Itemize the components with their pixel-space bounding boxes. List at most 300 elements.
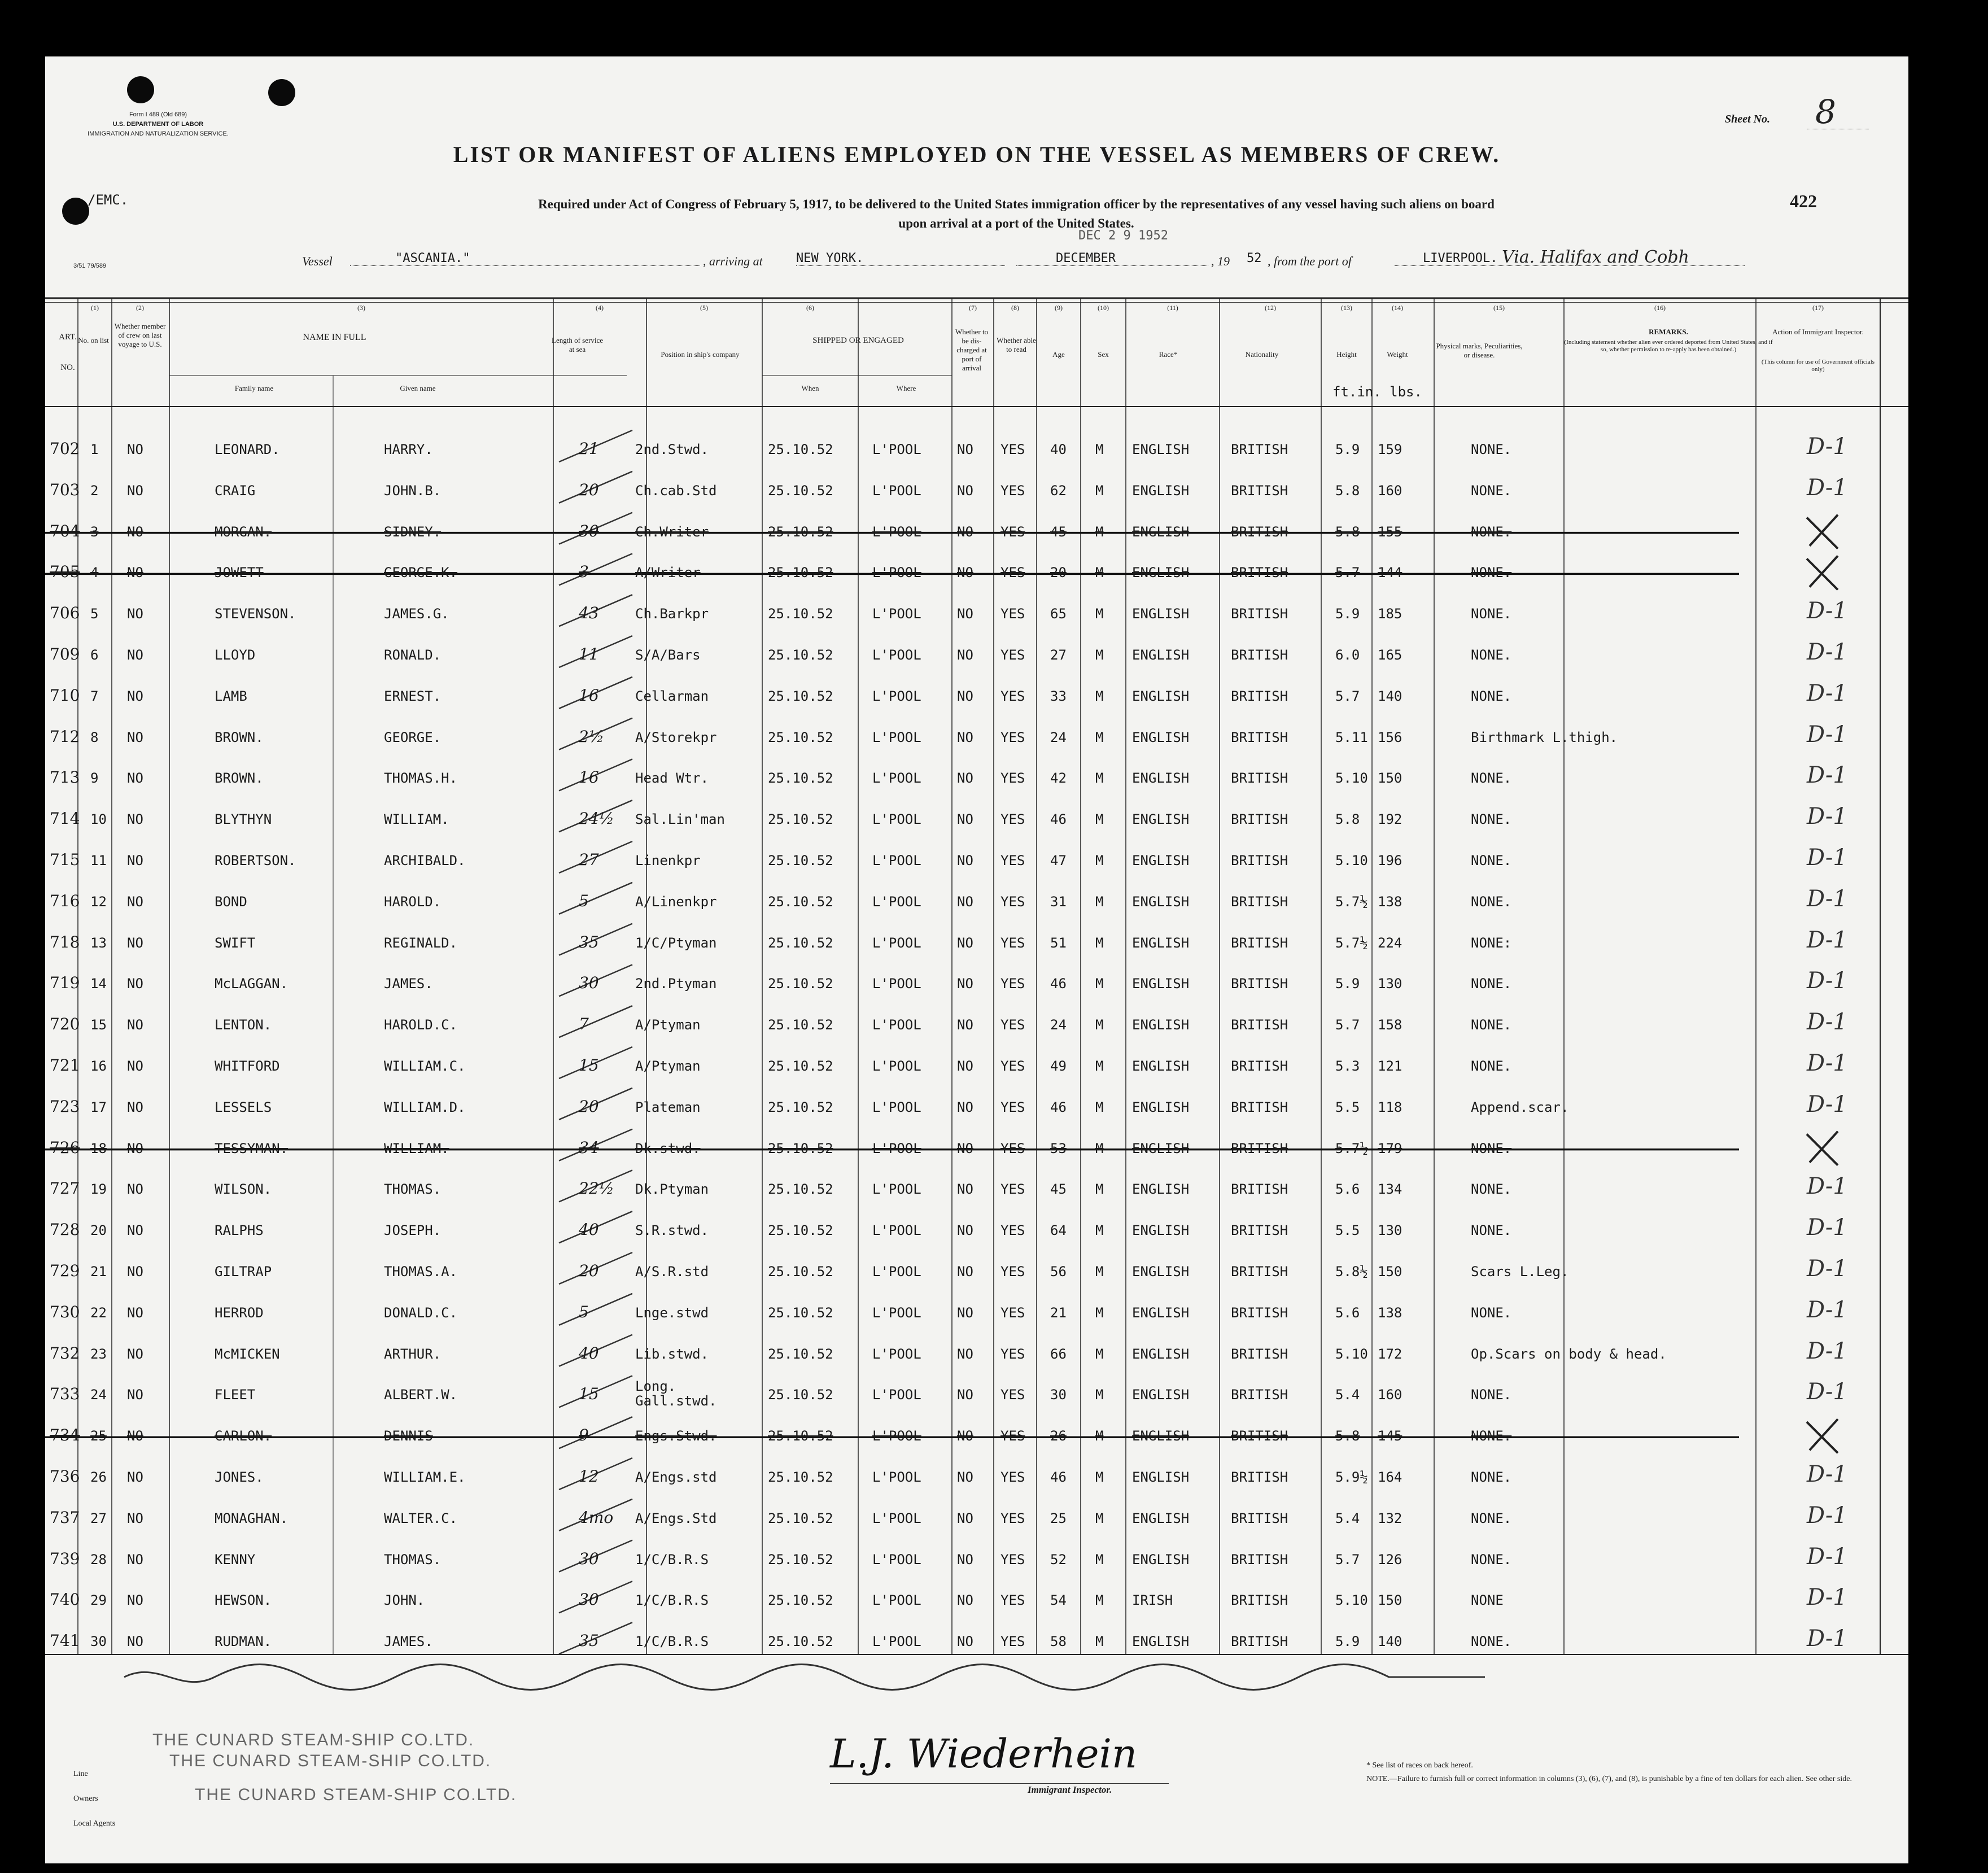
cell-height: 5.8 bbox=[1335, 1428, 1360, 1444]
cell-inspector-action: D-1 bbox=[1807, 804, 1847, 830]
arrival-year: 52 bbox=[1247, 251, 1262, 265]
cell-art-number: 714 bbox=[50, 809, 80, 828]
cell-shipped-place: L'POOL bbox=[872, 565, 921, 581]
cell-sex: M bbox=[1095, 1469, 1104, 1485]
cell-sex: M bbox=[1095, 1223, 1104, 1239]
cell-shipped-place: L'POOL bbox=[872, 1140, 921, 1156]
cell-physical-marks: Birthmark L.thigh. bbox=[1471, 729, 1618, 745]
cell-art-number: 740 bbox=[50, 1590, 80, 1609]
cell-position: Ch.cab.Std bbox=[635, 482, 717, 499]
cell-member-flag: NO bbox=[127, 1346, 143, 1362]
cell-shipped-date: 25.10.52 bbox=[768, 811, 833, 828]
cell-shipped-date: 25.10.52 bbox=[768, 1551, 833, 1568]
cell-sex: M bbox=[1095, 1304, 1104, 1321]
cell-race: ENGLISH bbox=[1132, 647, 1190, 663]
cell-inspector-action: D-1 bbox=[1807, 1379, 1847, 1405]
cell-race: ENGLISH bbox=[1132, 606, 1190, 622]
cell-discharge-flag: NO bbox=[957, 1223, 973, 1239]
cell-read-flag: YES bbox=[1000, 1264, 1025, 1280]
cell-nationality: BRITISH bbox=[1231, 1304, 1288, 1321]
cell-height: 5.9 bbox=[1335, 1634, 1360, 1650]
cell-nationality: BRITISH bbox=[1231, 811, 1288, 828]
form-number: Form I 489 (Old 689) bbox=[129, 111, 187, 118]
cell-list-number: 25 bbox=[90, 1428, 107, 1444]
table-row bbox=[45, 1580, 1908, 1621]
cell-nationality: BRITISH bbox=[1231, 1592, 1288, 1609]
cell-age: 52 bbox=[1050, 1551, 1067, 1568]
cell-physical-marks: NONE. bbox=[1471, 1428, 1512, 1444]
table-row bbox=[45, 1128, 1908, 1169]
cell-position: Long. Gall.stwd. bbox=[635, 1378, 717, 1409]
header-action-note: (This column for use of Government officials only) bbox=[1761, 359, 1875, 373]
column-number: (9) bbox=[1055, 304, 1063, 312]
cell-height: 5.9 bbox=[1335, 442, 1360, 457]
cell-sex: M bbox=[1095, 442, 1104, 457]
form-code: /EMC. bbox=[88, 192, 129, 208]
cell-race: ENGLISH bbox=[1132, 1264, 1190, 1280]
cell-physical-marks: NONE. bbox=[1471, 1223, 1512, 1239]
cell-member-flag: NO bbox=[127, 1223, 143, 1239]
cell-given-name: JAMES.G. bbox=[384, 606, 449, 622]
cell-shipped-date: 25.10.52 bbox=[768, 647, 833, 663]
cell-family-name: LEONARD. bbox=[215, 442, 280, 457]
arriving-label: , arriving at bbox=[703, 254, 763, 268]
cell-length-of-service: 3 bbox=[579, 562, 589, 582]
cell-length-of-service: 30 bbox=[579, 1590, 599, 1609]
cell-shipped-place: L'POOL bbox=[872, 523, 921, 540]
cell-race: ENGLISH bbox=[1132, 1634, 1190, 1650]
cell-shipped-place: L'POOL bbox=[872, 1181, 921, 1198]
manifest-title: LIST OR MANIFEST OF ALIENS EMPLOYED ON THE VESSEL AS MEMBERS OF CREW. bbox=[453, 142, 1501, 167]
header-shipped: SHIPPED OR ENGAGED bbox=[812, 336, 904, 345]
cell-inspector-action: D-1 bbox=[1807, 1338, 1847, 1364]
cell-race: ENGLISH bbox=[1132, 523, 1190, 540]
cell-shipped-date: 25.10.52 bbox=[768, 1387, 833, 1403]
sheet-label: Sheet No. bbox=[1725, 113, 1770, 125]
cell-read-flag: YES bbox=[1000, 565, 1025, 581]
cell-given-name: RONALD. bbox=[384, 647, 442, 663]
cell-read-flag: YES bbox=[1000, 729, 1025, 745]
cell-member-flag: NO bbox=[127, 1551, 143, 1568]
cell-given-name: ARTHUR. bbox=[384, 1346, 442, 1362]
subtitle-line-2: upon arrival at a port of the United States. bbox=[898, 216, 1134, 230]
table-row bbox=[45, 923, 1908, 964]
cell-shipped-place: L'POOL bbox=[872, 1469, 921, 1485]
cell-list-number: 14 bbox=[90, 976, 107, 992]
cell-discharge-flag: NO bbox=[957, 482, 973, 499]
table-row bbox=[45, 758, 1908, 799]
cell-given-name: ALBERT.W. bbox=[384, 1387, 458, 1403]
cell-list-number: 5 bbox=[90, 606, 99, 622]
table-row bbox=[45, 1251, 1908, 1293]
cell-race: ENGLISH bbox=[1132, 1017, 1190, 1033]
cell-family-name: JONES. bbox=[215, 1469, 264, 1485]
cell-height: 6.0 bbox=[1335, 647, 1360, 663]
cell-art-number: 737 bbox=[50, 1508, 80, 1527]
cell-physical-marks: NONE. bbox=[1471, 770, 1512, 787]
cell-given-name: HAROLD.C. bbox=[384, 1017, 458, 1033]
cell-length-of-service: 21 bbox=[579, 439, 599, 458]
cell-length-of-service: 9 bbox=[579, 1426, 589, 1445]
cell-art-number: 705 bbox=[50, 562, 80, 582]
cell-inspector-action: D-1 bbox=[1807, 474, 1847, 501]
cell-age: 33 bbox=[1050, 688, 1067, 704]
cell-inspector-action: D-1 bbox=[1807, 721, 1847, 748]
cell-inspector-action: D-1 bbox=[1807, 885, 1847, 912]
cell-art-number: 728 bbox=[50, 1220, 80, 1239]
cell-art-number: 723 bbox=[50, 1097, 80, 1116]
cell-sex: M bbox=[1095, 523, 1104, 540]
cell-physical-marks: NONE. bbox=[1471, 811, 1512, 828]
header-whether-member: Whether member of crew on last voyage to U.S. bbox=[114, 322, 166, 348]
cell-position: Head Wtr. bbox=[635, 770, 709, 787]
cell-height: 5.10 bbox=[1335, 853, 1368, 868]
cell-given-name: THOMAS. bbox=[384, 1181, 442, 1198]
cell-race: ENGLISH bbox=[1132, 565, 1190, 581]
cell-discharge-flag: NO bbox=[957, 1634, 973, 1650]
cell-art-number: 733 bbox=[50, 1385, 80, 1404]
cell-list-number: 6 bbox=[90, 647, 99, 663]
cell-member-flag: NO bbox=[127, 442, 143, 457]
cell-inspector-action: D-1 bbox=[1807, 1009, 1847, 1036]
cell-length-of-service: 40 bbox=[579, 1220, 599, 1239]
cell-physical-marks: NONE. bbox=[1471, 647, 1512, 663]
arrival-month: DECEMBER bbox=[1016, 251, 1208, 266]
cell-weight: 172 bbox=[1378, 1346, 1402, 1362]
cell-member-flag: NO bbox=[127, 853, 143, 868]
cell-race: IRISH bbox=[1132, 1592, 1173, 1609]
cell-position: A/Ptyman bbox=[635, 1058, 701, 1074]
cell-age: 65 bbox=[1050, 606, 1067, 622]
cell-given-name: DONALD.C. bbox=[384, 1304, 458, 1321]
cell-shipped-date: 25.10.52 bbox=[768, 1140, 833, 1156]
cell-position: Lnge.stwd bbox=[635, 1304, 709, 1321]
cell-length-of-service: 12 bbox=[579, 1467, 599, 1486]
cell-discharge-flag: NO bbox=[957, 1510, 973, 1526]
cell-shipped-date: 25.10.52 bbox=[768, 1346, 833, 1362]
cell-shipped-date: 25.10.52 bbox=[768, 1469, 833, 1485]
cell-list-number: 30 bbox=[90, 1634, 107, 1650]
via-ports: Via. Halifax and Cobh bbox=[1502, 247, 1689, 267]
cell-nationality: BRITISH bbox=[1231, 1017, 1288, 1033]
cell-length-of-service: 20 bbox=[579, 480, 599, 499]
cell-length-of-service: 20 bbox=[579, 1097, 599, 1116]
cell-list-number: 7 bbox=[90, 688, 99, 704]
cell-list-number: 12 bbox=[90, 893, 107, 910]
cell-physical-marks: NONE: bbox=[1471, 935, 1512, 951]
cell-weight: 118 bbox=[1378, 1099, 1402, 1115]
cell-physical-marks: NONE. bbox=[1471, 1551, 1512, 1568]
cell-read-flag: YES bbox=[1000, 1428, 1025, 1444]
cell-race: ENGLISH bbox=[1132, 1469, 1190, 1485]
cell-weight: 126 bbox=[1378, 1551, 1402, 1568]
cell-shipped-place: L'POOL bbox=[872, 1346, 921, 1362]
cell-family-name: JOWETT bbox=[215, 565, 264, 581]
column-number: (12) bbox=[1265, 304, 1276, 312]
cell-inspector-action: D-1 bbox=[1807, 1050, 1847, 1076]
cell-weight: 160 bbox=[1378, 482, 1402, 499]
cell-length-of-service: 35 bbox=[579, 932, 599, 951]
cell-read-flag: YES bbox=[1000, 1551, 1025, 1568]
cell-given-name: WILLIAM. bbox=[384, 811, 449, 828]
cell-nationality: BRITISH bbox=[1231, 1634, 1288, 1650]
file-reference: 3/51 79/589 bbox=[73, 263, 107, 269]
cell-age: 62 bbox=[1050, 482, 1067, 499]
cell-age: 25 bbox=[1050, 1510, 1067, 1526]
races-note: * See list of races on back hereof. bbox=[1366, 1761, 1473, 1770]
cell-list-number: 22 bbox=[90, 1304, 107, 1321]
cell-family-name: RUDMAN. bbox=[215, 1634, 272, 1650]
column-number: (5) bbox=[700, 304, 708, 312]
header-name-in-full: NAME IN FULL bbox=[303, 333, 366, 342]
cell-member-flag: NO bbox=[127, 1592, 143, 1609]
cell-age: 20 bbox=[1050, 565, 1067, 581]
cell-position: 1/C/B.R.S bbox=[635, 1551, 709, 1568]
cell-physical-marks: Op.Scars on body & head. bbox=[1471, 1346, 1667, 1362]
header-sex: Sex bbox=[1098, 350, 1109, 359]
table-row bbox=[45, 717, 1908, 758]
cell-position: Cellarman bbox=[635, 688, 709, 704]
cell-art-number: 710 bbox=[50, 686, 80, 705]
cell-list-number: 2 bbox=[90, 482, 99, 499]
cell-age: 64 bbox=[1050, 1223, 1067, 1239]
cell-length-of-service: 16 bbox=[579, 686, 599, 705]
cell-shipped-place: L'POOL bbox=[872, 442, 921, 457]
cell-physical-marks: NONE. bbox=[1471, 1469, 1512, 1485]
header-where: Where bbox=[896, 384, 916, 392]
cell-list-number: 10 bbox=[90, 811, 107, 828]
column-number: (13) bbox=[1341, 304, 1352, 312]
cell-shipped-date: 25.10.52 bbox=[768, 1304, 833, 1321]
cell-sex: M bbox=[1095, 935, 1104, 951]
cell-sex: M bbox=[1095, 893, 1104, 910]
page-number: 422 bbox=[1790, 191, 1817, 211]
cell-age: 66 bbox=[1050, 1346, 1067, 1362]
cell-weight: 192 bbox=[1378, 811, 1402, 828]
date-stamp: DEC 2 9 1952 bbox=[1078, 229, 1168, 243]
cell-read-flag: YES bbox=[1000, 1140, 1025, 1156]
cell-read-flag: YES bbox=[1000, 1304, 1025, 1321]
cell-member-flag: NO bbox=[127, 893, 143, 910]
cell-member-flag: NO bbox=[127, 1634, 143, 1650]
manifest-sheet bbox=[45, 56, 1908, 1863]
cell-read-flag: YES bbox=[1000, 1346, 1025, 1362]
cell-age: 46 bbox=[1050, 976, 1067, 992]
cell-read-flag: YES bbox=[1000, 1223, 1025, 1239]
cell-position: 1/C/B.R.S bbox=[635, 1634, 709, 1650]
cell-race: ENGLISH bbox=[1132, 1099, 1190, 1115]
cell-height: 5.5 bbox=[1335, 1099, 1360, 1115]
cell-given-name: ARCHIBALD. bbox=[384, 853, 466, 868]
from-port-label: , from the port of bbox=[1268, 254, 1352, 268]
cell-given-name: WILLIAM.C. bbox=[384, 1058, 466, 1074]
cell-inspector-action: D-1 bbox=[1807, 639, 1847, 665]
cell-list-number: 24 bbox=[90, 1387, 107, 1403]
cell-shipped-date: 25.10.52 bbox=[768, 770, 833, 787]
inspector-label: Immigrant Inspector. bbox=[1028, 1784, 1112, 1795]
table-row bbox=[45, 429, 1908, 470]
cell-length-of-service: 40 bbox=[579, 1343, 599, 1363]
cell-member-flag: NO bbox=[127, 523, 143, 540]
cell-height: 5.9½ bbox=[1335, 1469, 1368, 1485]
cell-read-flag: YES bbox=[1000, 688, 1025, 704]
cell-race: ENGLISH bbox=[1132, 1551, 1190, 1568]
cell-inspector-action: D-1 bbox=[1807, 598, 1847, 625]
cell-read-flag: YES bbox=[1000, 976, 1025, 992]
cell-family-name: HEWSON. bbox=[215, 1592, 272, 1609]
cell-age: 51 bbox=[1050, 935, 1067, 951]
cell-list-number: 16 bbox=[90, 1058, 107, 1074]
sheet-number: 8 bbox=[1815, 93, 1836, 131]
cell-given-name: WILLIAM.E. bbox=[384, 1469, 466, 1485]
table-row bbox=[45, 881, 1908, 923]
header-length-service: Length of service at sea bbox=[552, 336, 603, 353]
cell-nationality: BRITISH bbox=[1231, 523, 1288, 540]
cell-given-name: JOHN. bbox=[384, 1592, 425, 1609]
cell-inspector-action: D-1 bbox=[1807, 680, 1847, 706]
cell-physical-marks: NONE. bbox=[1471, 1510, 1512, 1526]
cell-given-name: WILLIAM. bbox=[384, 1140, 449, 1156]
cell-family-name: BLYTHYN bbox=[215, 811, 272, 828]
cell-given-name: WILLIAM.D. bbox=[384, 1099, 466, 1115]
cell-nationality: BRITISH bbox=[1231, 976, 1288, 992]
cell-list-number: 19 bbox=[90, 1181, 107, 1198]
cell-physical-marks: NONE. bbox=[1471, 482, 1512, 499]
cell-height: 5.5 bbox=[1335, 1223, 1360, 1239]
cell-art-number: 704 bbox=[50, 521, 80, 540]
cell-position: A/Engs.Std bbox=[635, 1510, 717, 1526]
cell-weight: 196 bbox=[1378, 853, 1402, 868]
cell-family-name: WHITFORD bbox=[215, 1058, 280, 1074]
cell-weight: 156 bbox=[1378, 729, 1402, 745]
cell-race: ENGLISH bbox=[1132, 1181, 1190, 1198]
table-row bbox=[45, 1374, 1908, 1416]
cell-sex: M bbox=[1095, 1058, 1104, 1074]
cell-discharge-flag: NO bbox=[957, 976, 973, 992]
cell-race: ENGLISH bbox=[1132, 811, 1190, 828]
cell-family-name: STEVENSON. bbox=[215, 606, 296, 622]
cell-discharge-flag: NO bbox=[957, 565, 973, 581]
cell-family-name: LAMB bbox=[215, 688, 247, 704]
cell-member-flag: NO bbox=[127, 1181, 143, 1198]
cell-read-flag: YES bbox=[1000, 1592, 1025, 1609]
cell-read-flag: YES bbox=[1000, 935, 1025, 951]
cell-given-name: GEORGE. bbox=[384, 729, 442, 745]
cell-member-flag: NO bbox=[127, 811, 143, 828]
cell-sex: M bbox=[1095, 1592, 1104, 1609]
cell-art-number: 719 bbox=[50, 973, 80, 993]
cell-age: 54 bbox=[1050, 1592, 1067, 1609]
cell-position: Ch.Barkpr bbox=[635, 606, 709, 622]
cell-age: 46 bbox=[1050, 811, 1067, 828]
cell-given-name: THOMAS.H. bbox=[384, 770, 458, 787]
year-prefix: , 19 bbox=[1211, 254, 1230, 268]
header-discharged: Whether to be dis-charged at port of arrival bbox=[955, 328, 989, 372]
cell-age: 26 bbox=[1050, 1428, 1067, 1444]
cell-given-name: JOHN.B. bbox=[384, 482, 442, 499]
cell-list-number: 23 bbox=[90, 1346, 107, 1362]
line-label: Line bbox=[73, 1770, 88, 1778]
cell-family-name: KENNY bbox=[215, 1551, 256, 1568]
cell-inspector-action: D-1 bbox=[1807, 1091, 1847, 1117]
table-row bbox=[45, 1334, 1908, 1375]
cell-height: 5.9 bbox=[1335, 606, 1360, 622]
cell-member-flag: NO bbox=[127, 1017, 143, 1033]
cell-art-number: 715 bbox=[50, 850, 80, 869]
cell-art-number: 703 bbox=[50, 480, 80, 499]
cell-given-name: HAROLD. bbox=[384, 893, 442, 910]
cell-race: ENGLISH bbox=[1132, 1058, 1190, 1074]
penalty-note: NOTE.—Failure to furnish full or correct information in columns (3), (6), (7), and (8), is punishable by a fine of ten dollars for each alien. See other side. bbox=[1366, 1775, 1852, 1783]
header-remarks-note: (Including statement whether alien ever ordered deported from United States, and if so, whether permission to re-apply has been obtained.) bbox=[1564, 339, 1773, 353]
cell-given-name: GEORGE.K. bbox=[384, 565, 458, 581]
cell-discharge-flag: NO bbox=[957, 1099, 973, 1115]
cell-shipped-place: L'POOL bbox=[872, 647, 921, 663]
cell-weight: 132 bbox=[1378, 1510, 1402, 1526]
cell-sex: M bbox=[1095, 1140, 1104, 1156]
cell-physical-marks: NONE. bbox=[1471, 1304, 1512, 1321]
cell-length-of-service: 11 bbox=[579, 645, 599, 663]
cell-nationality: BRITISH bbox=[1231, 893, 1288, 910]
footer-note bbox=[1366, 1759, 1875, 1786]
cell-shipped-date: 25.10.52 bbox=[768, 688, 833, 704]
cell-read-flag: YES bbox=[1000, 606, 1025, 622]
cell-discharge-flag: NO bbox=[957, 523, 973, 540]
cell-inspector-action: D-1 bbox=[1807, 1584, 1847, 1611]
cell-discharge-flag: NO bbox=[957, 1592, 973, 1609]
cell-shipped-date: 25.10.52 bbox=[768, 1592, 833, 1609]
end-of-list-wavy-line bbox=[45, 1654, 1570, 1700]
cell-physical-marks: Scars L.Leg. bbox=[1471, 1264, 1569, 1280]
cell-sex: M bbox=[1095, 1387, 1104, 1403]
cell-weight: 159 bbox=[1378, 442, 1402, 457]
cell-position: Ch.Writer bbox=[635, 523, 709, 540]
cell-height: 5.10 bbox=[1335, 770, 1368, 787]
cell-race: ENGLISH bbox=[1132, 935, 1190, 951]
cell-age: 31 bbox=[1050, 893, 1067, 910]
cell-length-of-service: 34 bbox=[579, 1138, 599, 1157]
cell-height: 5.7½ bbox=[1335, 893, 1368, 910]
cell-inspector-action: D-1 bbox=[1807, 1461, 1847, 1487]
cell-shipped-date: 25.10.52 bbox=[768, 1099, 833, 1115]
cell-discharge-flag: NO bbox=[957, 1140, 973, 1156]
table-row bbox=[45, 1169, 1908, 1210]
cell-nationality: BRITISH bbox=[1231, 729, 1288, 745]
cell-race: ENGLISH bbox=[1132, 688, 1190, 704]
cell-nationality: BRITISH bbox=[1231, 1346, 1288, 1362]
table-row bbox=[45, 1087, 1908, 1128]
cell-race: ENGLISH bbox=[1132, 482, 1190, 499]
cell-height: 5.7½ bbox=[1335, 935, 1368, 951]
cell-physical-marks: NONE. bbox=[1471, 565, 1512, 581]
cell-member-flag: NO bbox=[127, 1510, 143, 1526]
cell-physical-marks: NONE. bbox=[1471, 1634, 1512, 1650]
cell-list-number: 17 bbox=[90, 1099, 107, 1115]
cell-length-of-service: 5 bbox=[579, 1302, 589, 1321]
cell-physical-marks: NONE bbox=[1471, 1592, 1504, 1609]
table-row bbox=[45, 1457, 1908, 1498]
cell-discharge-flag: NO bbox=[957, 1346, 973, 1362]
cell-family-name: SWIFT bbox=[215, 935, 256, 951]
cell-art-number: 727 bbox=[50, 1179, 80, 1198]
cell-read-flag: YES bbox=[1000, 811, 1025, 828]
table-row bbox=[45, 635, 1908, 676]
cell-read-flag: YES bbox=[1000, 770, 1025, 787]
cell-weight: 165 bbox=[1378, 647, 1402, 663]
column-number: (15) bbox=[1493, 304, 1505, 312]
cell-given-name: JAMES. bbox=[384, 976, 433, 992]
table-row bbox=[45, 552, 1908, 593]
